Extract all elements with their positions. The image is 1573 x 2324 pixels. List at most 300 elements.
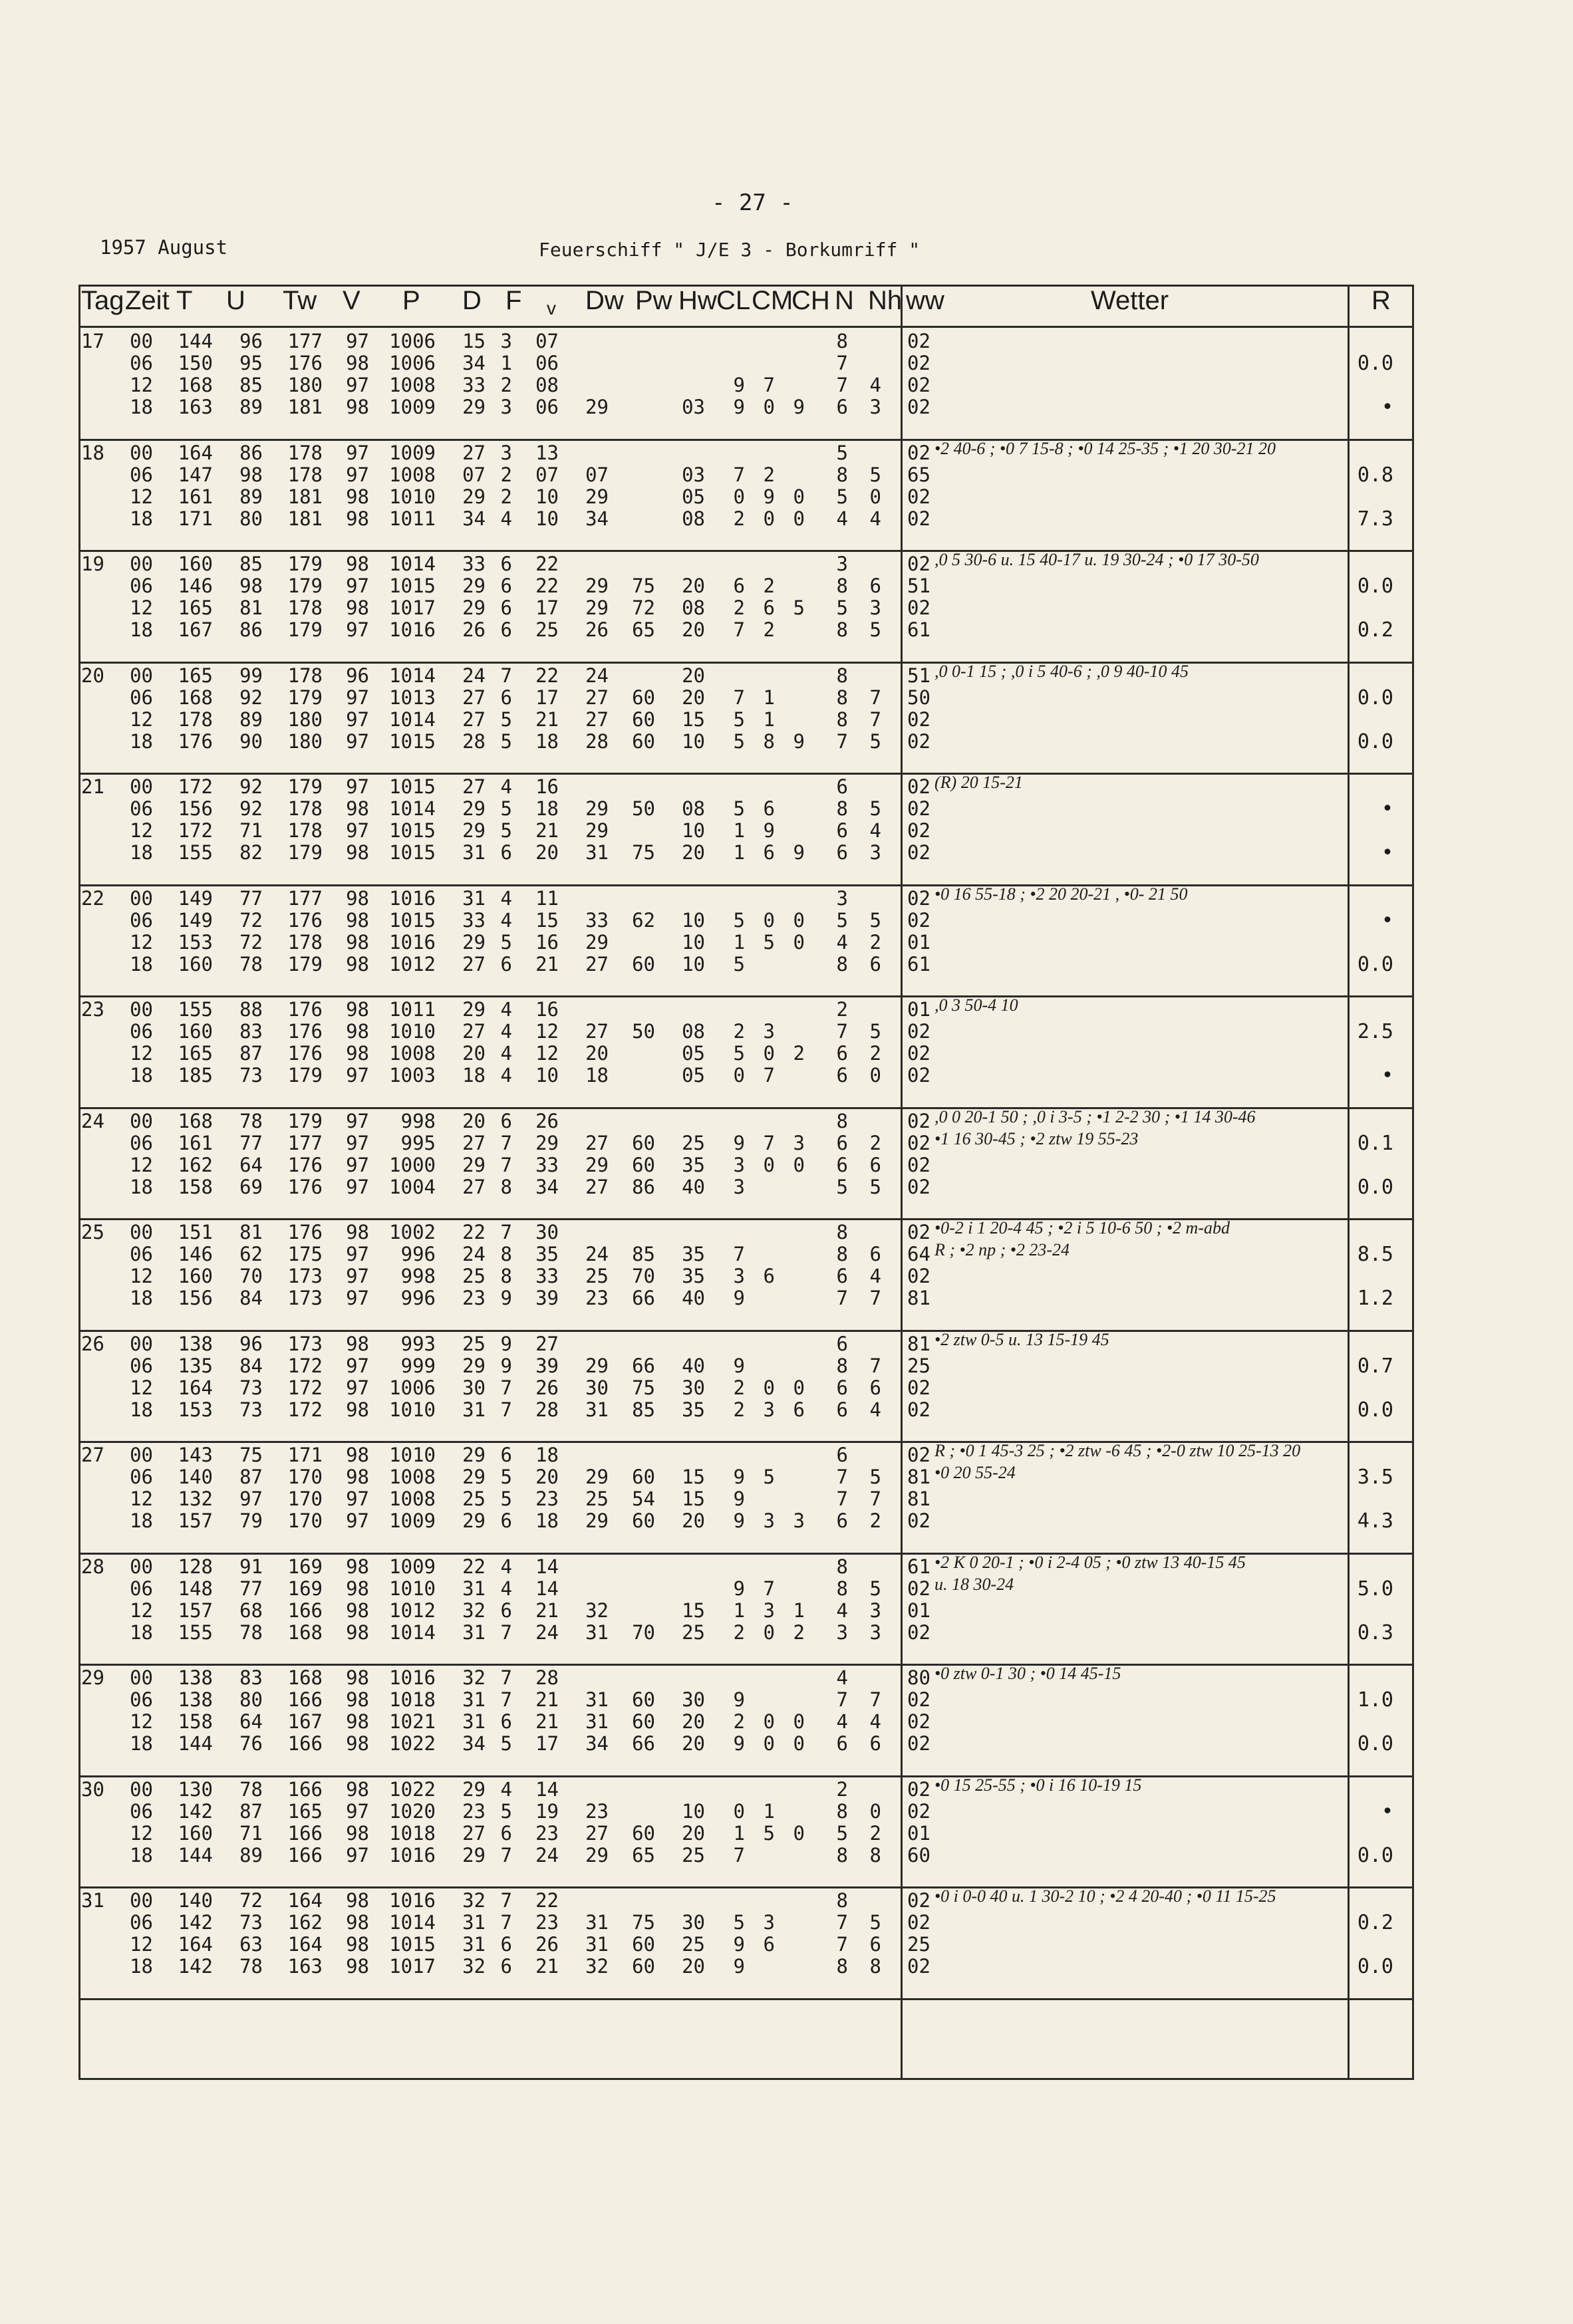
ww-code: 02: [907, 1710, 930, 1733]
cell-d: 31: [462, 1398, 486, 1421]
cell-pw: 66: [632, 1354, 655, 1377]
ww-code: 02: [907, 1064, 930, 1087]
cell-zeit: 12: [130, 1821, 153, 1845]
cell-t: 142: [178, 1799, 213, 1823]
cell-d: 20: [462, 1109, 486, 1132]
cell-n: 3: [836, 553, 848, 575]
header-v: v: [547, 298, 556, 319]
cell-f: 5: [500, 729, 512, 753]
cell-v: 10: [535, 507, 559, 530]
cell-t: 176: [178, 729, 213, 753]
cell-cl: 7: [733, 1243, 745, 1265]
cell-dw: 31: [585, 1933, 609, 1956]
cell-u: 84: [239, 1354, 263, 1377]
cell-pw: 75: [632, 1376, 655, 1399]
cell-t: 160: [178, 1265, 213, 1287]
cell-v: 27: [535, 1332, 559, 1355]
cell-p: 1016: [389, 1889, 436, 1912]
cell-t: 144: [178, 330, 213, 352]
cell-n: 5: [836, 908, 848, 932]
cell-zeit: 00: [130, 664, 153, 687]
cell-u: 72: [239, 1889, 263, 1912]
cell-p: 1015: [389, 1933, 436, 1956]
cell-tw: 179: [287, 952, 323, 975]
header-cm: CM: [752, 286, 793, 315]
cell-f: 3: [500, 330, 512, 352]
cell-u: 64: [239, 1153, 263, 1176]
cell-t: 138: [178, 1688, 213, 1711]
cell-t: 168: [178, 686, 213, 709]
cell-pw: 75: [632, 1911, 655, 1934]
cell-pw: 50: [632, 1020, 655, 1043]
cell-dw: 27: [585, 1020, 609, 1043]
day-separator: [78, 1998, 1414, 2000]
cell-nh: 3: [869, 1599, 881, 1622]
cell-t: 146: [178, 1243, 213, 1265]
cell-hw: 03: [682, 463, 705, 486]
cell-hw: 05: [682, 1042, 705, 1065]
cell-f: 4: [500, 886, 512, 910]
cell-dw: 29: [585, 1509, 609, 1532]
cell-cl: 9: [733, 1466, 745, 1488]
precip-value: 0.0: [1357, 1843, 1393, 1867]
cell-ch: 3: [793, 1131, 805, 1154]
divider-ww: [901, 285, 903, 2080]
cell-ch: 0: [793, 507, 805, 530]
cell-hw: 05: [682, 485, 705, 508]
cell-d: 33: [462, 553, 486, 575]
cell-f: 9: [500, 1354, 512, 1377]
day-separator: [78, 662, 1414, 664]
cell-n: 8: [836, 1843, 848, 1867]
cell-v: 22: [535, 664, 559, 687]
cell-v: 11: [535, 886, 559, 910]
cell-nh: 4: [869, 819, 881, 842]
cell-zeit: 06: [130, 575, 153, 597]
cell-v: 17: [535, 596, 559, 619]
cell-v: 24: [535, 1843, 559, 1867]
cell-f: 7: [500, 1889, 512, 1912]
cell-d: 27: [462, 1020, 486, 1043]
ww-code: 02: [907, 819, 930, 842]
cell-d: 31: [462, 1620, 486, 1644]
cell-cl: 7: [733, 463, 745, 486]
cell-v: 98: [346, 1332, 369, 1355]
header-p: P: [402, 286, 420, 315]
cell-v: 07: [535, 330, 559, 352]
header-cl: CL: [716, 286, 751, 315]
cell-cm: 1: [763, 686, 775, 709]
cell-f: 6: [500, 1933, 512, 1956]
cell-cm: 3: [763, 1509, 775, 1532]
cell-dw: 27: [585, 1821, 609, 1845]
cell-ch: 0: [793, 930, 805, 954]
precip-value: 0.0: [1357, 1732, 1393, 1755]
cell-v: 97: [346, 441, 369, 464]
cell-u: 78: [239, 1620, 263, 1644]
cell-p: 996: [400, 1243, 436, 1265]
cell-d: 27: [462, 686, 486, 709]
cell-cl: 5: [733, 729, 745, 753]
cell-u: 87: [239, 1042, 263, 1065]
cell-v: 25: [535, 618, 559, 641]
cell-zeit: 06: [130, 1020, 153, 1043]
cell-pw: 60: [632, 708, 655, 731]
cell-u: 91: [239, 1555, 263, 1578]
cell-cm: 3: [763, 1599, 775, 1622]
cell-t: 160: [178, 553, 213, 575]
cell-p: 1012: [389, 952, 436, 975]
cell-tw: 169: [287, 1555, 323, 1578]
cell-n: 7: [836, 729, 848, 753]
cell-dw: 34: [585, 1732, 609, 1755]
cell-dw: 29: [585, 1466, 609, 1488]
ww-code: 02: [907, 507, 930, 530]
precip-value: 0.0: [1357, 952, 1393, 976]
cell-t: 140: [178, 1889, 213, 1912]
wetter-note: •0-2 i 1 20-4 45 ; •2 i 5 10-6 50 ; •2 m-abd: [934, 1218, 1230, 1237]
cell-p: 1010: [389, 485, 436, 508]
day-separator: [78, 1330, 1414, 1332]
cell-t: 165: [178, 596, 213, 619]
cell-tw: 167: [287, 1710, 323, 1733]
ww-code: 80: [907, 1666, 930, 1689]
precip-value: 0.3: [1357, 1620, 1393, 1644]
cell-t: 142: [178, 1911, 213, 1934]
cell-nh: 4: [869, 1710, 881, 1733]
cell-zeit: 06: [130, 686, 153, 709]
cell-pw: 60: [632, 1509, 655, 1532]
ww-code: 02: [907, 1042, 930, 1065]
cell-f: 6: [500, 1821, 512, 1845]
cell-v: 97: [346, 1153, 369, 1176]
cell-f: 6: [500, 841, 512, 864]
cell-n: 6: [836, 1332, 848, 1355]
cell-cl: 7: [733, 618, 745, 641]
cell-f: 4: [500, 1064, 512, 1087]
cell-cl: 6: [733, 575, 745, 597]
cell-p: 1014: [389, 1911, 436, 1934]
cell-zeit: 06: [130, 1466, 153, 1488]
ww-code: 61: [907, 1555, 930, 1578]
cell-zeit: 00: [130, 998, 153, 1021]
cell-nh: 4: [869, 1398, 881, 1421]
cell-v: 16: [535, 998, 559, 1021]
ww-code: 61: [907, 618, 930, 641]
cell-v: 13: [535, 441, 559, 464]
cell-u: 92: [239, 797, 263, 820]
cell-f: 7: [500, 1221, 512, 1243]
cell-pw: 72: [632, 596, 655, 619]
cell-v: 98: [346, 1599, 369, 1622]
cell-ch: 6: [793, 1398, 805, 1421]
cell-t: 140: [178, 1466, 213, 1488]
ww-code: 02: [907, 775, 930, 798]
cell-d: 27: [462, 708, 486, 731]
cell-zeit: 18: [130, 618, 153, 641]
cell-d: 31: [462, 1911, 486, 1934]
cell-u: 77: [239, 1131, 263, 1154]
cell-tw: 177: [287, 1131, 323, 1154]
precip-value: 0.2: [1357, 1911, 1393, 1934]
cell-v: 20: [535, 1466, 559, 1488]
cell-tw: 176: [287, 352, 323, 374]
cell-u: 92: [239, 775, 263, 798]
cell-t: 160: [178, 952, 213, 975]
cell-v: 17: [535, 1732, 559, 1755]
cell-pw: 60: [632, 1710, 655, 1733]
wetter-note: •1 16 30-45 ; •2 ztw 19 55-23: [934, 1128, 1139, 1148]
cell-d: 29: [462, 998, 486, 1021]
day-number: 26: [81, 1332, 104, 1355]
cell-nh: 3: [869, 596, 881, 619]
cell-d: 25: [462, 1487, 486, 1510]
cell-v: 30: [535, 1221, 559, 1243]
precip-value: 7.3: [1357, 507, 1393, 531]
cell-f: 4: [500, 1020, 512, 1043]
cell-hw: 30: [682, 1688, 705, 1711]
cell-v: 97: [346, 1064, 369, 1087]
cell-tw: 171: [287, 1444, 323, 1466]
cell-zeit: 00: [130, 553, 153, 575]
cell-tw: 165: [287, 1799, 323, 1823]
cell-f: 3: [500, 441, 512, 464]
cell-f: 6: [500, 1444, 512, 1466]
cell-hw: 35: [682, 1398, 705, 1421]
cell-n: 8: [836, 797, 848, 820]
cell-d: 32: [462, 1599, 486, 1622]
cell-tw: 164: [287, 1933, 323, 1956]
cell-u: 64: [239, 1710, 263, 1733]
header-title: Feuerschiff " J/E 3 - Borkumriff ": [539, 239, 921, 261]
precip-value: 0.0: [1357, 1175, 1393, 1199]
cell-u: 79: [239, 1509, 263, 1532]
cell-v: 33: [535, 1265, 559, 1287]
cell-v: 97: [346, 618, 369, 641]
cell-nh: 2: [869, 1509, 881, 1532]
cell-t: 132: [178, 1487, 213, 1510]
day-number: 23: [81, 998, 104, 1021]
cell-hw: 25: [682, 1620, 705, 1644]
cell-n: 5: [836, 1175, 848, 1198]
cell-cl: 7: [733, 1843, 745, 1867]
day-separator: [78, 884, 1414, 886]
cell-t: 168: [178, 374, 213, 396]
ww-code: 02: [907, 1265, 930, 1287]
cell-v: 97: [346, 1109, 369, 1132]
ww-code: 02: [907, 1376, 930, 1399]
cell-p: 1015: [389, 819, 436, 842]
cell-t: 156: [178, 797, 213, 820]
ww-code: 02: [907, 1732, 930, 1755]
precip-value: 0.2: [1357, 618, 1393, 642]
cell-tw: 178: [287, 596, 323, 619]
cell-n: 6: [836, 396, 848, 418]
cell-cm: 2: [763, 618, 775, 641]
cell-zeit: 06: [130, 1577, 153, 1600]
cell-u: 78: [239, 952, 263, 975]
precip-value: 8.5: [1357, 1243, 1393, 1266]
cell-v: 97: [346, 1287, 369, 1309]
cell-nh: 2: [869, 930, 881, 954]
day-number: 29: [81, 1666, 104, 1689]
cell-zeit: 00: [130, 1109, 153, 1132]
cell-tw: 170: [287, 1466, 323, 1488]
cell-v: 23: [535, 1911, 559, 1934]
cell-t: 135: [178, 1354, 213, 1377]
cell-cm: 9: [763, 819, 775, 842]
header-rule: [78, 326, 1414, 328]
cell-f: 6: [500, 596, 512, 619]
cell-u: 73: [239, 1398, 263, 1421]
divider-r: [1348, 285, 1350, 2080]
cell-nh: 7: [869, 1487, 881, 1510]
cell-v: 16: [535, 775, 559, 798]
cell-cl: 2: [733, 1398, 745, 1421]
cell-v: 26: [535, 1109, 559, 1132]
cell-f: 4: [500, 1555, 512, 1578]
wetter-note: •0 i 0-0 40 u. 1 30-2 10 ; •2 4 20-40 ; •0 11 15-25: [934, 1886, 1276, 1906]
cell-zeit: 18: [130, 1955, 153, 1978]
cell-d: 29: [462, 1509, 486, 1532]
cell-dw: 27: [585, 708, 609, 731]
cell-u: 96: [239, 1332, 263, 1355]
day-separator: [78, 1664, 1414, 1666]
cell-t: 155: [178, 841, 213, 864]
cell-v: 98: [346, 797, 369, 820]
cell-d: 29: [462, 1153, 486, 1176]
cell-zeit: 00: [130, 886, 153, 910]
cell-hw: 30: [682, 1911, 705, 1934]
cell-nh: 6: [869, 1732, 881, 1755]
cell-tw: 175: [287, 1243, 323, 1265]
cell-p: 1006: [389, 330, 436, 352]
cell-cm: 3: [763, 1911, 775, 1934]
cell-f: 4: [500, 1777, 512, 1801]
cell-p: 1014: [389, 1620, 436, 1644]
cell-tw: 166: [287, 1843, 323, 1867]
cell-u: 99: [239, 664, 263, 687]
cell-hw: 20: [682, 1710, 705, 1733]
cell-n: 7: [836, 1020, 848, 1043]
cell-u: 72: [239, 908, 263, 932]
cell-d: 27: [462, 1131, 486, 1154]
cell-t: 164: [178, 1933, 213, 1956]
cell-hw: 10: [682, 930, 705, 954]
cell-u: 80: [239, 507, 263, 530]
header-f: F: [505, 286, 522, 315]
cell-p: 1015: [389, 841, 436, 864]
cell-n: 6: [836, 819, 848, 842]
cell-n: 5: [836, 1821, 848, 1845]
cell-dw: 29: [585, 485, 609, 508]
ww-code: 02: [907, 553, 930, 575]
cell-f: 6: [500, 952, 512, 975]
ww-code: 02: [907, 1131, 930, 1154]
cell-v: 98: [346, 1777, 369, 1801]
cell-d: 18: [462, 1064, 486, 1087]
cell-n: 6: [836, 1509, 848, 1532]
cell-v: 21: [535, 1688, 559, 1711]
cell-cm: 1: [763, 708, 775, 731]
cell-f: 9: [500, 1287, 512, 1309]
cell-cl: 5: [733, 708, 745, 731]
cell-zeit: 06: [130, 1911, 153, 1934]
cell-zeit: 18: [130, 507, 153, 530]
cell-dw: 27: [585, 1131, 609, 1154]
cell-v: 97: [346, 575, 369, 597]
cell-nh: 6: [869, 1933, 881, 1956]
cell-p: 1003: [389, 1064, 436, 1087]
cell-tw: 179: [287, 686, 323, 709]
cell-f: 4: [500, 1577, 512, 1600]
precip-value: 0.0: [1357, 1398, 1393, 1422]
cell-d: 25: [462, 1332, 486, 1355]
cell-d: 24: [462, 1243, 486, 1265]
cell-cl: 2: [733, 596, 745, 619]
cell-f: 1: [500, 352, 512, 374]
cell-p: 1010: [389, 1577, 436, 1600]
wetter-note: •2 40-6 ; •0 7 15-8 ; •0 14 25-35 ; •1 20 30-21 20: [934, 438, 1276, 458]
header-ww: ww: [906, 286, 944, 315]
cell-zeit: 18: [130, 729, 153, 753]
cell-n: 8: [836, 1577, 848, 1600]
cell-v: 18: [535, 797, 559, 820]
cell-d: 29: [462, 1466, 486, 1488]
ww-code: 01: [907, 998, 930, 1021]
cell-t: 147: [178, 463, 213, 486]
cell-u: 73: [239, 1376, 263, 1399]
cell-tw: 170: [287, 1509, 323, 1532]
cell-u: 72: [239, 930, 263, 954]
cell-dw: 29: [585, 1153, 609, 1176]
cell-hw: 20: [682, 841, 705, 864]
ww-code: 02: [907, 1175, 930, 1198]
cell-d: 31: [462, 1577, 486, 1600]
cell-hw: 08: [682, 596, 705, 619]
cell-zeit: 12: [130, 374, 153, 396]
cell-f: 3: [500, 396, 512, 418]
cell-nh: 4: [869, 374, 881, 396]
cell-d: 30: [462, 1376, 486, 1399]
cell-tw: 179: [287, 841, 323, 864]
cell-cl: 5: [733, 908, 745, 932]
cell-dw: 29: [585, 596, 609, 619]
cell-d: 23: [462, 1799, 486, 1823]
ww-code: 02: [907, 1577, 930, 1600]
cell-hw: 20: [682, 1955, 705, 1978]
cell-v: 10: [535, 1064, 559, 1087]
cell-dw: 25: [585, 1265, 609, 1287]
cell-zeit: 18: [130, 1620, 153, 1644]
cell-v: 98: [346, 886, 369, 910]
ww-code: 02: [907, 886, 930, 910]
cell-tw: 176: [287, 908, 323, 932]
cell-pw: 60: [632, 1821, 655, 1845]
cell-p: 1011: [389, 507, 436, 530]
cell-cm: 7: [763, 1577, 775, 1600]
cell-v: 35: [535, 1243, 559, 1265]
cell-u: 90: [239, 729, 263, 753]
cell-p: 1015: [389, 908, 436, 932]
cell-f: 5: [500, 1732, 512, 1755]
cell-f: 6: [500, 618, 512, 641]
cell-d: 29: [462, 575, 486, 597]
cell-hw: 10: [682, 952, 705, 975]
cell-nh: 5: [869, 1577, 881, 1600]
cell-nh: 3: [869, 396, 881, 418]
ww-code: 65: [907, 463, 930, 486]
